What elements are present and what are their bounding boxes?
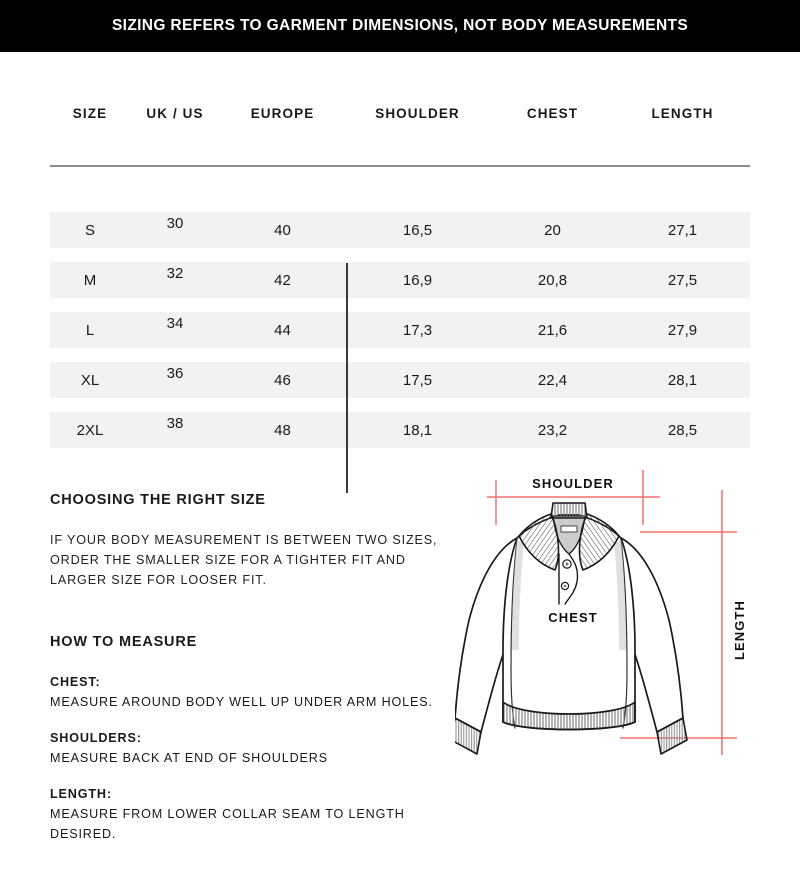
- choosing-size-heading: CHOOSING THE RIGHT SIZE: [50, 492, 266, 508]
- column-header-size: SIZE: [72, 106, 108, 121]
- cell-chest: 22,4: [490, 362, 615, 398]
- table-row: [50, 412, 750, 448]
- cell-europe: 40: [220, 212, 345, 248]
- cell-size: S: [50, 212, 130, 248]
- banner-title: SIZING REFERS TO GARMENT DIMENSIONS, NOT BODY MEASUREMENTS: [111, 17, 689, 34]
- cell-length: 28,5: [615, 412, 750, 448]
- cell-chest: 20,8: [490, 262, 615, 298]
- size-chart-table: [50, 106, 750, 448]
- measure-text-chest: MEASURE AROUND BODY WELL UP UNDER ARM HOLES.: [50, 695, 433, 709]
- measure-item-shoulders: [50, 728, 440, 768]
- measure-item-length: [50, 784, 440, 844]
- measure-text-shoulders: MEASURE BACK AT END OF SHOULDERS: [50, 751, 328, 765]
- measure-label-shoulders: SHOULDERS:: [50, 731, 142, 745]
- length-dimension-label: LENGTH: [732, 599, 747, 661]
- cell-shoulder: 18,1: [345, 412, 490, 448]
- table-row: [50, 362, 750, 398]
- table-row: [50, 312, 750, 348]
- table-row-spacer: [50, 248, 750, 262]
- button-bottom-hole: [564, 585, 567, 588]
- table-row: [50, 262, 750, 298]
- column-header-length: LENGTH: [651, 106, 714, 121]
- cell-size: L: [50, 312, 130, 348]
- cell-europe: 48: [220, 412, 345, 448]
- size-table-container: [50, 52, 750, 448]
- measure-item-chest: [50, 672, 440, 712]
- header-banner: [0, 0, 800, 52]
- section-gap: [50, 590, 440, 634]
- table-row: [50, 212, 750, 248]
- table-body: [50, 166, 750, 448]
- garment-diagram: [455, 470, 755, 850]
- cell-chest: 20: [490, 212, 615, 248]
- cell-shoulder: 17,5: [345, 362, 490, 398]
- cell-uk-us: 32: [130, 262, 220, 298]
- column-header-shoulder: SHOULDER: [375, 106, 460, 121]
- button-top-hole: [566, 563, 569, 566]
- table-row-spacer: [50, 348, 750, 362]
- shoulder-dimension-label: SHOULDER: [532, 476, 614, 491]
- instructions-column: [50, 492, 440, 860]
- cell-chest: 23,2: [490, 412, 615, 448]
- cell-shoulder: 16,5: [345, 212, 490, 248]
- cell-chest: 21,6: [490, 312, 615, 348]
- column-header-uk-us: UK / US: [146, 106, 204, 121]
- cell-uk-us: 30: [130, 212, 220, 248]
- cell-europe: 44: [220, 312, 345, 348]
- cell-shoulder: 17,3: [345, 312, 490, 348]
- lower-section: [0, 476, 800, 883]
- cell-length: 27,1: [615, 212, 750, 248]
- table-row-spacer: [50, 398, 750, 412]
- cell-uk-us: 38: [130, 412, 220, 448]
- polo-shirt-illustration: [455, 503, 687, 754]
- column-header-chest: CHEST: [526, 106, 579, 121]
- table-head-gap: [50, 166, 750, 212]
- cell-size: XL: [50, 362, 130, 398]
- brand-tab: [561, 526, 577, 532]
- column-header-europe: EUROPE: [250, 106, 315, 121]
- cell-size: 2XL: [50, 412, 130, 448]
- cell-shoulder: 16,9: [345, 262, 490, 298]
- cell-length: 27,5: [615, 262, 750, 298]
- table-header-row: [50, 106, 750, 166]
- cell-uk-us: 34: [130, 312, 220, 348]
- table-row-spacer: [50, 298, 750, 312]
- choosing-size-body: IF YOUR BODY MEASUREMENT IS BETWEEN TWO SIZES, ORDER THE SMALLER SIZE FOR A TIGHTER FIT AND LARGER SIZE FOR LOOSER FIT.: [50, 533, 438, 587]
- cell-size: M: [50, 262, 130, 298]
- measure-text-length: MEASURE FROM LOWER COLLAR SEAM TO LENGTH DESIRED.: [50, 807, 405, 841]
- how-to-measure-heading: HOW TO MEASURE: [50, 634, 198, 650]
- measure-label-length: LENGTH:: [50, 787, 112, 801]
- cell-europe: 42: [220, 262, 345, 298]
- cell-length: 27,9: [615, 312, 750, 348]
- measure-label-chest: CHEST:: [50, 675, 101, 689]
- chest-dimension-label: CHEST: [548, 610, 598, 625]
- cell-europe: 46: [220, 362, 345, 398]
- cell-length: 28,1: [615, 362, 750, 398]
- cell-uk-us: 36: [130, 362, 220, 398]
- table-vertical-divider: [346, 263, 348, 493]
- neckband-rib: [551, 503, 587, 518]
